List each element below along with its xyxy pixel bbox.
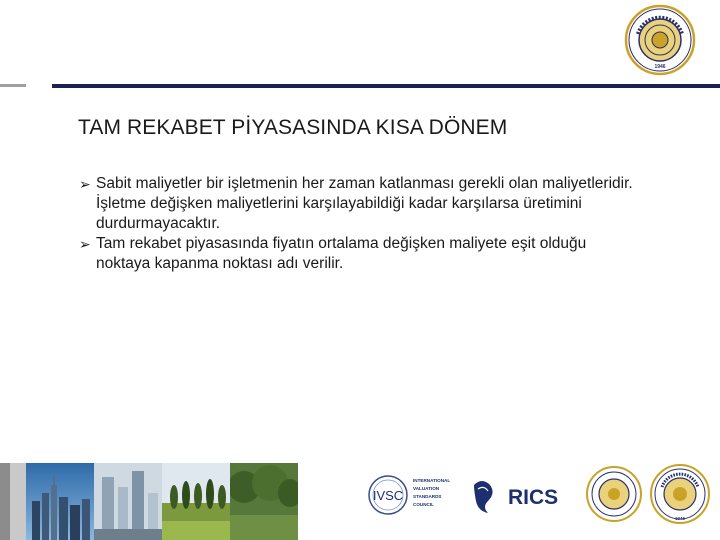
arrow-bullet-icon: ➢ (79, 176, 91, 192)
city-skyline-photo (26, 463, 94, 540)
arrow-bullet-icon: ➢ (79, 236, 91, 252)
bullet-item (78, 174, 638, 234)
header-rule (52, 84, 720, 88)
ivsc-name-line: COUNCIL (413, 502, 434, 507)
faculty-seal (587, 467, 641, 521)
bullet-list (78, 174, 638, 274)
ankara-university-footer-seal (651, 465, 709, 523)
svg-text:1946: 1946 (654, 64, 666, 70)
seal-year: 1946 (674, 516, 686, 521)
countryside-photo (162, 463, 230, 540)
bullet-text: Sabit maliyetler bir işletmenin her zaman katlanması gerekli olan maliyetleridir. İşletme değişken maliyetlerini karşılayabildiği kadar karşılarsa üretimini durdurmayacaktır. (96, 175, 633, 232)
header-rule-left (0, 84, 26, 87)
ivsc-name-line: STANDARDS (413, 494, 442, 499)
bullet-item (78, 234, 638, 274)
forest-photo (230, 463, 298, 540)
ivsc-abbr: IVSC (372, 488, 404, 503)
footer-grey-block (0, 463, 10, 540)
bullet-text: Tam rekabet piyasasında fiyatın ortalama değişken maliyete eşit olduğu noktaya kapanma noktası adı verilir. (96, 235, 587, 272)
ivsc-name-line: VALUATION (413, 486, 440, 491)
towers-photo (94, 463, 162, 540)
footer-grey-block (10, 463, 26, 540)
rics-wordmark: RICS (508, 486, 559, 509)
ankara-university-seal (624, 4, 696, 76)
footer-logos (298, 463, 720, 540)
ivsc-name-line: INTERNATIONAL (413, 478, 451, 483)
slide-title: TAM REKABET PİYASASINDA KISA DÖNEM (78, 116, 508, 139)
